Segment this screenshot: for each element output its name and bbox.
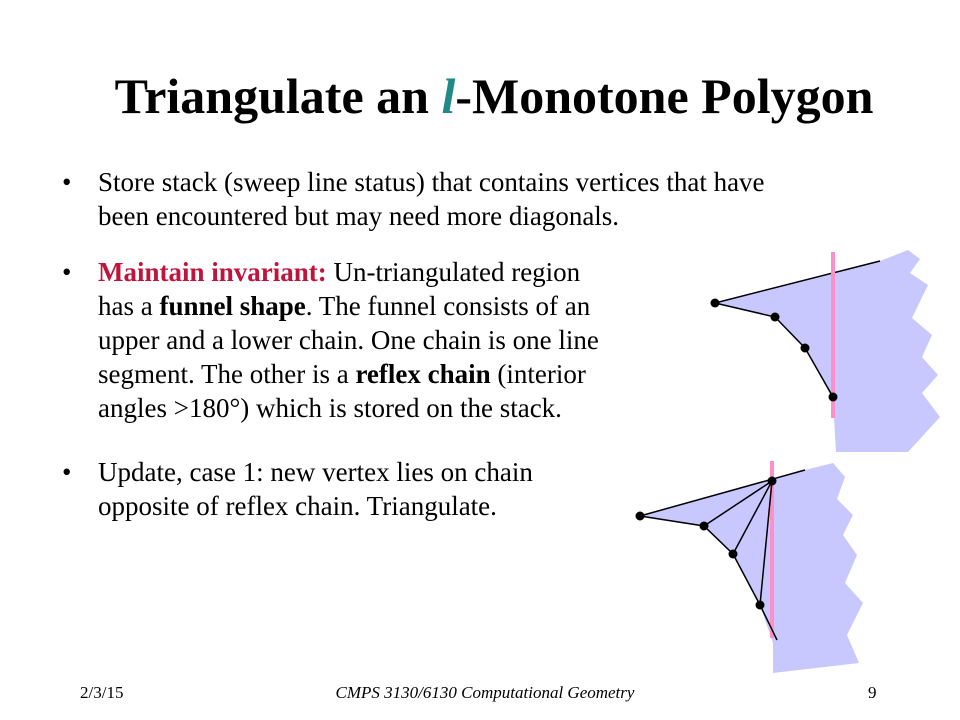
chain-vertex [729, 550, 738, 559]
footer-date: 2/3/15 [80, 683, 124, 702]
bullet-marker: • [62, 257, 72, 287]
slide-title [0, 66, 960, 126]
bullet-text [98, 455, 533, 523]
bullet-span: segment. The other is a [98, 359, 356, 389]
bullet-marker: • [62, 457, 72, 487]
bullet-span: Un-triangulated region [326, 257, 581, 287]
bullet-marker: • [62, 167, 72, 197]
funnel-polygon [715, 250, 940, 452]
funnel-diagram-bottom [625, 455, 875, 685]
title-after: -Monotone Polygon [455, 68, 874, 124]
bullet-line: been encountered but may need more diagonals. [98, 201, 620, 231]
chain-vertex [711, 299, 720, 308]
chain-vertex [756, 601, 765, 610]
footer-course: CMPS 3130/6130 Computational Geometry [335, 683, 635, 702]
bullet-text [98, 165, 765, 233]
chain-vertex [636, 512, 645, 521]
invariant-label: Maintain invariant: [98, 257, 327, 287]
bullet-line: opposite of reflex chain. Triangulate. [98, 491, 497, 521]
bullet-line [98, 255, 599, 289]
bullet-line [98, 357, 599, 391]
bullet-line: Store stack (sweep line status) that contains vertices that have [98, 167, 765, 197]
bullet-span: has a [98, 291, 160, 321]
funnel-shape-term: funnel shape [159, 291, 306, 321]
title-variable: l [441, 68, 456, 124]
bullet-line: Update, case 1: new vertex lies on chain [98, 457, 533, 487]
title-before: Triangulate an [114, 68, 442, 124]
funnel-diagram-top [700, 245, 950, 465]
bullet-text [98, 255, 599, 425]
bullet-span: (interior [490, 359, 586, 389]
chain-vertex [829, 393, 838, 402]
bullet-span: . The funnel consists of an [305, 291, 591, 321]
chain-vertex [801, 344, 810, 353]
new-vertex [768, 477, 777, 486]
footer-page-number: 9 [868, 683, 877, 702]
chain-vertex [771, 313, 780, 322]
bullet-line: upper and a lower chain. One chain is one line [98, 325, 599, 355]
bullet-line: angles >180°) which is stored on the stack. [98, 393, 562, 423]
reflex-chain-term: reflex chain [355, 359, 491, 389]
bullet-line [98, 289, 599, 323]
chain-vertex [700, 522, 709, 531]
